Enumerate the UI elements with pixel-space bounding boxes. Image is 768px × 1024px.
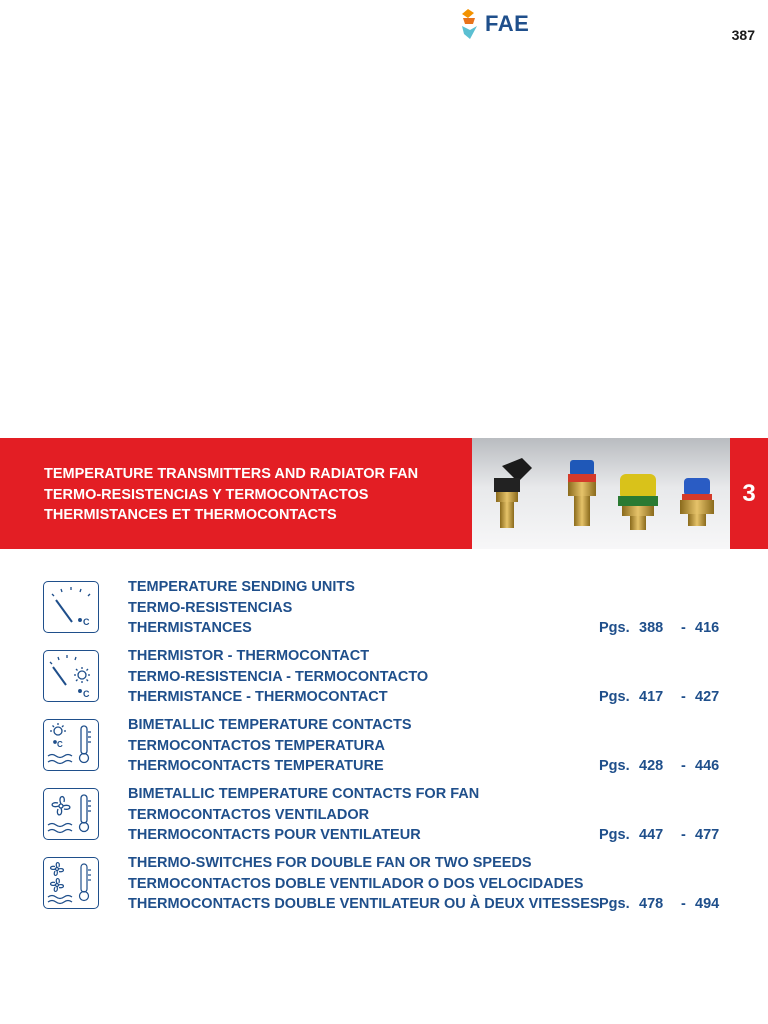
page-to: 446 [695, 758, 720, 774]
page-range-dash: - [681, 896, 686, 912]
section-title-line: BIMETALLIC TEMPERATURE CONTACTS FOR FAN [128, 786, 480, 802]
section-title-line: TERMOCONTACTOS TEMPERATURA [128, 737, 385, 754]
page-range [599, 687, 719, 708]
pages-label: Pgs. [599, 896, 630, 912]
page-from: 447 [639, 827, 664, 843]
section-title-line: TEMPERATURE SENDING UNITS [128, 579, 355, 595]
section-title [128, 853, 600, 915]
brand-name: FAE [485, 11, 530, 36]
section-title [128, 646, 428, 708]
section-title-line: THERMOCONTACTS POUR VENTILATEUR [128, 827, 421, 843]
product-photo [472, 438, 730, 549]
list-item[interactable] [0, 851, 768, 913]
pages-label: Pgs. [599, 689, 630, 705]
section-title-line: THERMO-SWITCHES FOR DOUBLE FAN OR TWO SPEEDS [128, 855, 532, 871]
page-to: 416 [695, 620, 720, 636]
brand-logo [460, 9, 529, 39]
page-range [599, 756, 719, 777]
section-title-line: TERMOCONTACTOS DOBLE VENTILADOR O DOS VELOCIDADES [128, 875, 584, 892]
page-from: 478 [639, 896, 664, 912]
page-to: 427 [695, 689, 720, 705]
section-title-line: BIMETALLIC TEMPERATURE CONTACTS [128, 717, 412, 733]
list-item[interactable] [0, 644, 768, 706]
page-from: 417 [639, 689, 664, 705]
fae-logo-icon [460, 9, 480, 39]
svg-text:C: C [83, 689, 90, 699]
double-fan-thermometer-icon [43, 857, 99, 909]
section-title [128, 577, 355, 639]
banner-title-line: TEMPERATURE TRANSMITTERS AND RADIATOR FAN [44, 466, 419, 482]
section-banner [0, 438, 768, 549]
section-number-tab: 3 [730, 438, 768, 549]
section-title-line: THERMISTANCES [128, 620, 252, 636]
gauge-celsius-icon [43, 581, 99, 633]
page-number: 387 [731, 27, 755, 43]
page-from: 428 [639, 758, 664, 774]
pages-label: Pgs. [599, 758, 630, 774]
page-range [599, 894, 719, 915]
page-range [599, 618, 719, 639]
banner-title [44, 464, 418, 526]
page-range [599, 825, 719, 846]
banner-title-line: TERMO-RESISTENCIAS Y TERMOCONTACTOS [44, 486, 369, 503]
page-from: 388 [639, 620, 664, 636]
section-title-line: THERMOCONTACTS DOUBLE VENTILATEUR OU À DEUX VITESSES [128, 896, 600, 912]
page-range-dash: - [681, 827, 686, 843]
section-title [128, 715, 412, 777]
section-title-line: THERMISTOR - THERMOCONTACT [128, 648, 370, 664]
section-title-line: TERMO-RESISTENCIA - TERMOCONTACTO [128, 668, 429, 685]
page-to: 477 [695, 827, 720, 843]
svg-text:C: C [83, 617, 90, 627]
gauge-sun-celsius-icon [43, 650, 99, 702]
section-title-line: THERMISTANCE - THERMOCONTACT [128, 689, 388, 705]
banner-title-block [0, 438, 472, 549]
list-item[interactable] [0, 575, 768, 637]
section-title [128, 784, 479, 846]
banner-title-line: THERMISTANCES ET THERMOCONTACTS [44, 507, 337, 523]
section-title-line: TERMO-RESISTENCIAS [128, 599, 293, 616]
page-range-dash: - [681, 689, 686, 705]
fan-thermometer-icon [43, 788, 99, 840]
sun-thermometer-icon [43, 719, 99, 771]
sensors-photo-illustration [472, 438, 730, 549]
page-to: 494 [695, 896, 720, 912]
pages-label: Pgs. [599, 827, 630, 843]
section-title-line: TERMOCONTACTOS VENTILADOR [128, 806, 370, 823]
page-range-dash: - [681, 758, 686, 774]
page-range-dash: - [681, 620, 686, 636]
list-item[interactable] [0, 782, 768, 844]
list-item[interactable] [0, 713, 768, 775]
svg-text:C: C [57, 740, 63, 749]
pages-label: Pgs. [599, 620, 630, 636]
section-title-line: THERMOCONTACTS TEMPERATURE [128, 758, 384, 774]
